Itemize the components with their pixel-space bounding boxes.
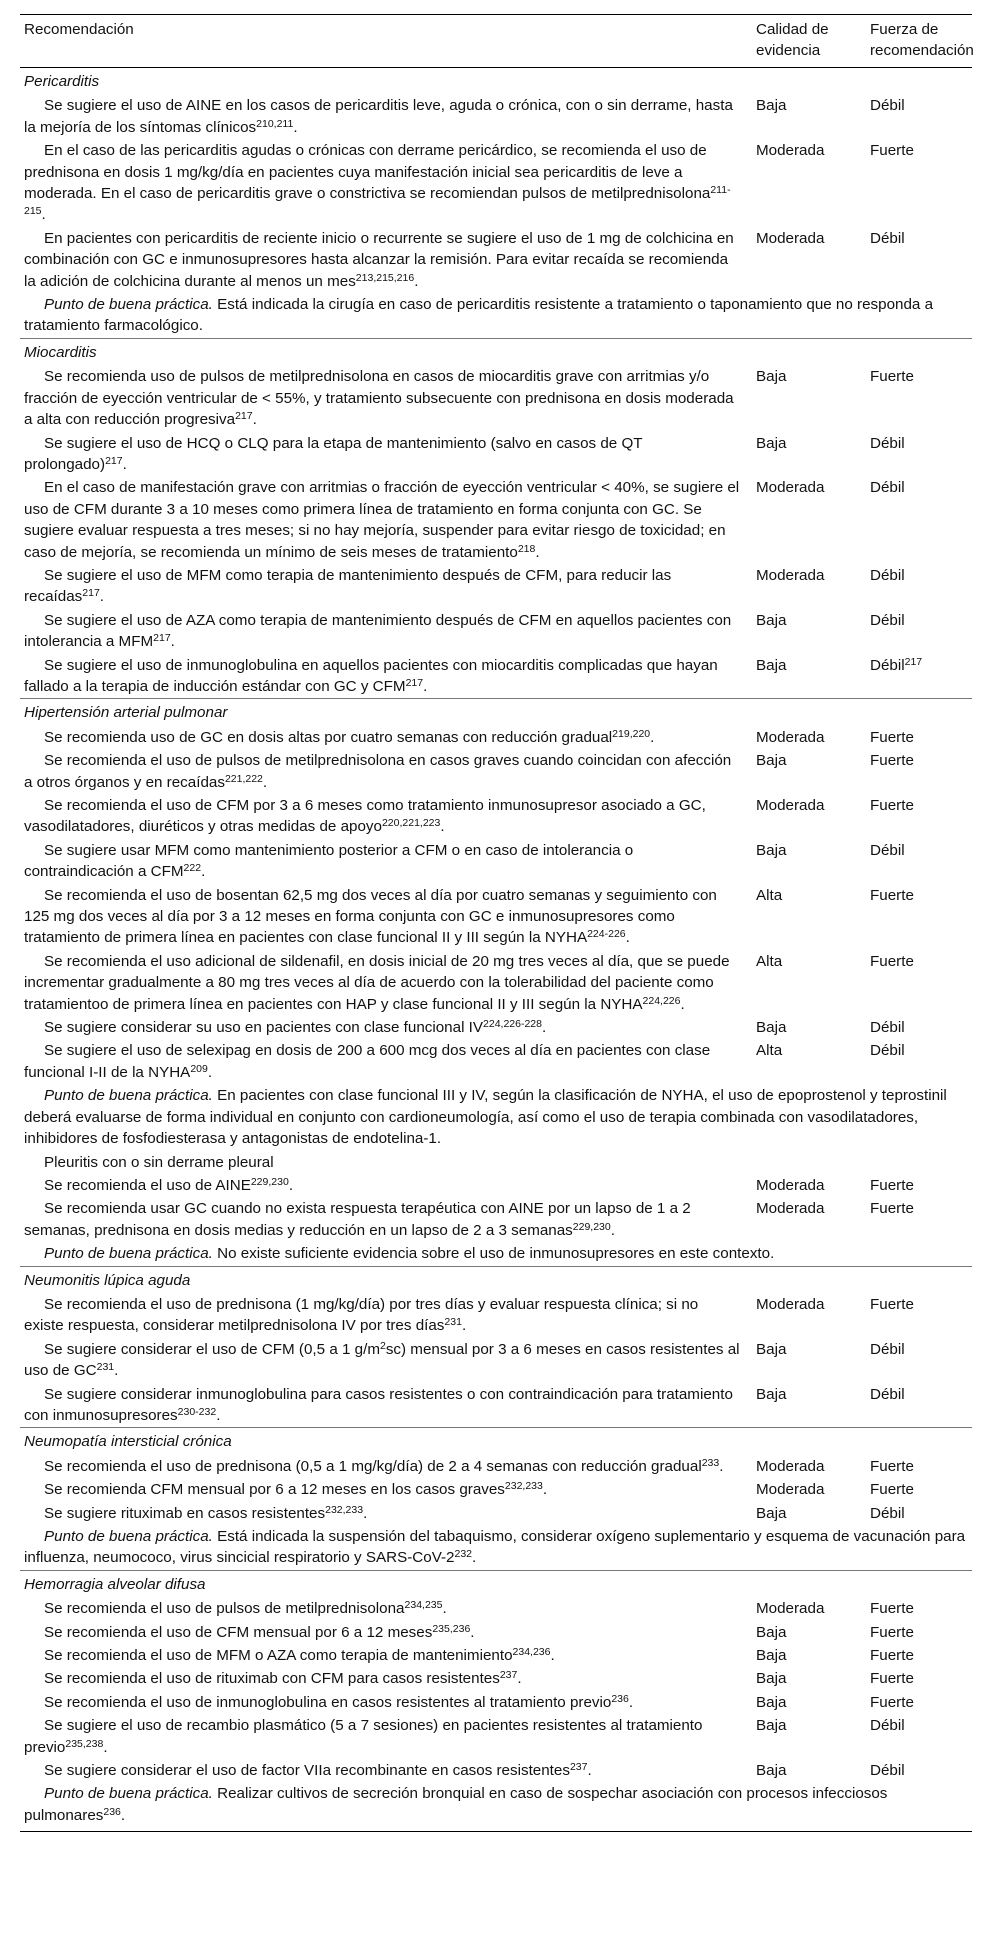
recommendation-strength: Fuerte (870, 1200, 914, 1218)
recommendation-text: Se sugiere usar MFM como mantenimiento posterior a CFM o en caso de intolerancia o contraindicación a CFM$^{222}$. (24, 841, 634, 881)
reference-superscript: 229,230 (572, 1220, 611, 1233)
recommendation-strength: Débil (870, 1019, 905, 1037)
reference-superscript: 217 (405, 676, 424, 689)
good-practice-point (20, 1084, 972, 1150)
recommendation-strength: Débil (870, 97, 905, 115)
evidence-quality: Moderada (756, 1481, 825, 1499)
recommendation-strength: Débil (870, 841, 905, 859)
table-row (20, 1691, 972, 1714)
good-practice-label: Punto de buena práctica. (44, 296, 213, 314)
reference-superscript: 217 (153, 632, 171, 645)
section-row (20, 338, 972, 365)
recommendation-text: En el caso de las pericarditis agudas o crónicas con derrame pericárdico, se recomienda el uso de prednisona en dosis 1 mg/kg/día en pacientes cuya manifestación inicial sea pericarditis de leve a moderada. En el caso de pericarditis grave o constrictiva se recomiendan pulsos de metilprednisolona$^{211-215}$. (24, 142, 731, 224)
table-row (20, 749, 972, 794)
recommendation-strength: Fuerte (870, 1623, 914, 1641)
reference-superscript: 234,236 (512, 1646, 551, 1659)
good-practice-point (20, 293, 972, 338)
table-row (20, 1782, 972, 1831)
good-practice-label: Punto de buena práctica. (44, 1245, 213, 1263)
recommendations-table (20, 14, 972, 1832)
good-practice-label: Punto de buena práctica. (44, 1087, 213, 1105)
evidence-quality: Moderada (756, 728, 825, 746)
evidence-quality: Baja (756, 1647, 787, 1665)
recommendation-strength: Fuerte (870, 1600, 914, 1618)
table-row (20, 1621, 972, 1644)
evidence-quality: Moderada (756, 1176, 825, 1194)
reference-superscript: 224,226-228 (483, 1018, 542, 1031)
table-row (20, 1759, 972, 1782)
recommendation-strength: Fuerte (870, 142, 914, 160)
recommendation-strength: Débil (870, 1385, 905, 1403)
evidence-quality: Baja (756, 1670, 787, 1688)
table-row (20, 1338, 972, 1383)
table-row (20, 432, 972, 477)
table-row (20, 1016, 972, 1039)
evidence-quality: Baja (756, 434, 787, 452)
table-row (20, 1525, 972, 1570)
reference-superscript: 217 (82, 587, 100, 600)
recommendation-text: Se recomienda el uso de rituximab con CFM para casos resistentes$^{237}$. (44, 1669, 522, 1688)
table-row (20, 1084, 972, 1150)
table-row (20, 1383, 972, 1428)
recommendation-text: Se recomienda uso de pulsos de metilprednisolona en casos de miocarditis grave con arritmias y/o fracción de eyección ventricular de < 55%, y tratamiento subsecuente con prednisona en dosis moderada a alta con reducción progresiva$^{217}$. (24, 368, 734, 429)
recommendation-text: Se recomienda el uso de AINE$^{229,230}$. (44, 1175, 294, 1194)
recommendation-strength: Fuerte (870, 1693, 914, 1711)
evidence-quality: Baja (756, 1019, 787, 1037)
table-row (20, 1293, 972, 1338)
table-row (20, 654, 972, 699)
recommendation-strength: Fuerte (870, 1176, 914, 1194)
recommendation-strength: Débil (870, 611, 905, 629)
evidence-quality: Baja (756, 1623, 787, 1641)
evidence-quality: Baja (756, 841, 787, 859)
recommendation-text: Se sugiere el uso de inmunoglobulina en aquellos pacientes con miocarditis complicadas que hayan fallado a la terapia de inducción estándar con GC y CFM$^{217}$. (24, 656, 718, 695)
header-recomendacion: Recomendación (20, 15, 744, 68)
section-row (20, 1428, 972, 1455)
evidence-quality: Baja (756, 1504, 787, 1522)
good-practice-text: En pacientes con clase funcional III y IV, según la clasificación de NYHA, el uso de epoprostenol y teprostinil deberá evaluarse de forma individual en conjunto con cardioneumología, así como el uso de terapia combinada con vasodilatadores, inhibidores de fosfodiesterasa y antagonistas de endotelina-1. (24, 1087, 947, 1148)
recommendation-strength: Débil (870, 566, 905, 584)
table-row (20, 1151, 972, 1174)
table-row (20, 564, 972, 609)
section-title: Neumopatía intersticial crónica (20, 1428, 972, 1455)
reference-superscript: 231 (444, 1316, 462, 1329)
reference-superscript: 224-226 (587, 928, 626, 941)
table-row (20, 365, 972, 431)
recommendation-text: Se sugiere rituximab en casos resistentes$^{232,233}$. (44, 1503, 368, 1522)
recommendation-strength: Fuerte (870, 752, 914, 770)
reference-superscript: 231 (96, 1361, 115, 1374)
evidence-quality: Moderada (756, 1295, 825, 1313)
reference-superscript: 211-215 (24, 184, 731, 218)
recommendation-strength: Fuerte (870, 1295, 914, 1313)
table-row (20, 476, 972, 564)
table-row (20, 227, 972, 293)
section-title: Hemorragia alveolar difusa (20, 1570, 972, 1597)
subsection-label: Pleuritis con o sin derrame pleural (44, 1153, 274, 1171)
evidence-quality: Moderada (756, 566, 825, 584)
table-row (20, 1197, 972, 1242)
table-row (20, 726, 972, 749)
recommendation-text: Se sugiere el uso de MFM como terapia de mantenimiento después de CFM, para reducir las recaídas$^{217}$. (24, 566, 672, 606)
good-practice-point (20, 1242, 972, 1266)
reference-superscript: 229,230 (250, 1175, 289, 1188)
reference-superscript: 210,211 (256, 117, 294, 130)
reference-superscript: 221,222 (224, 772, 263, 785)
table-row (20, 950, 972, 1016)
table-row (20, 1667, 972, 1690)
evidence-quality: Baja (756, 1340, 787, 1358)
table-row (20, 1597, 972, 1620)
recommendation-text: Se recomienda el uso de prednisona (1 mg/kg/día) por tres días y evaluar respuesta clínica; si no existe respuesta, considerar metilprednisolona IV por tres días$^{231}$. (24, 1295, 699, 1335)
good-practice-label: Punto de buena práctica. (44, 1528, 213, 1545)
recommendation-strength: Fuerte (870, 368, 914, 386)
recommendation-text: Se sugiere considerar el uso de factor VIIa recombinante en casos resistentes$^{237}$. (44, 1761, 592, 1780)
recommendation-strength: Débil (870, 1042, 905, 1060)
section-row (20, 699, 972, 726)
table-row (20, 1242, 972, 1266)
table-row (20, 884, 972, 950)
reference-superscript: 213,215,216 (355, 271, 415, 284)
evidence-quality: Moderada (756, 1200, 825, 1218)
recommendation-strength: Débil (870, 479, 905, 497)
recommendation-text: Se recomienda uso de GC en dosis altas por cuatro semanas con reducción gradual$^{219,220}$. (44, 727, 655, 746)
table-row (20, 1714, 972, 1759)
table-row (20, 139, 972, 227)
recommendation-text: Se recomienda el uso de bosentan 62,5 mg dos veces al día por cuatro semanas y seguimiento con 125 mg dos veces al día por 3 a 12 meses en forma conjunta con GC e inmunosupresores como tratamiento de primera línea en pacientes con clase funcional II y III según la NYHA$^{224-226}$. (24, 886, 717, 947)
recommendation-text: Se recomienda el uso de inmunoglobulina en casos resistentes al tratamiento previo$^{236}$. (44, 1692, 634, 1711)
recommendation-text: Se recomienda el uso adicional de sildenafil, en dosis inicial de 20 mg tres veces al día, que se puede incrementar gradualmente a 80 mg tres veces al día de acuerdo con la tolerabilidad del paciente como tratamientoo de primera línea en pacientes con HAP y clase funcional II y III según la NYHA$^{224,226}$. (24, 952, 730, 1013)
recommendation-text: Se sugiere el uso de recambio plasmático (5 a 7 sesiones) en pacientes resistentes al tratamiento previo$^{235,238}$. (24, 1717, 703, 1756)
reference-superscript: 232,233 (504, 1480, 543, 1493)
table-row (20, 1455, 972, 1478)
good-practice-text: Está indicada la suspensión del tabaquismo, considerar oxígeno suplementario y esquema de vacunación para influenza, neumococo, virus sincicial respiratorio y SARS-CoV-2 (24, 1528, 966, 1567)
header-calidad: Calidad de evidencia (744, 15, 858, 68)
section-row (20, 1570, 972, 1597)
recommendation-strength: Débil (870, 1340, 905, 1358)
reference-superscript: 237 (499, 1669, 518, 1682)
recommendation-strength: Fuerte (870, 886, 914, 904)
recommendation-text: Se recomienda el uso de pulsos de metilprednisolona en casos graves cuando coincidan con afección a otros órganos y en recaídas$^{221,222}$. (24, 752, 732, 791)
recommendation-text: Se recomienda el uso de CFM mensual por 6 a 12 meses$^{235,236}$. (44, 1622, 475, 1641)
reference-superscript: 217 (904, 655, 923, 668)
recommendation-strength: Fuerte (870, 797, 914, 814)
recommendation-text: Se sugiere el uso de selexipag en dosis de 200 a 600 mcg dos veces al día en pacientes con clase funcional I-II de la NYHA$^{209}$. (24, 1042, 711, 1081)
good-practice-point: Punto de buena práctica. Está indicada la suspensión del tabaquismo, considerar oxígeno suplementario y esquema de vacunación para influenza, neumococo, virus sincicial respiratorio y SARS-$CoV-2^{232}$. (24, 1528, 966, 1567)
table-row (20, 94, 972, 139)
table-row (20, 839, 972, 884)
table-row (20, 1502, 972, 1525)
table-body (20, 68, 972, 1832)
good-practice-label: Punto de buena práctica. (44, 1785, 213, 1803)
reference-superscript: 2 (379, 1339, 386, 1352)
table-row (20, 609, 972, 654)
table-row (20, 1039, 972, 1084)
reference-superscript: 232,233 (325, 1503, 364, 1516)
evidence-quality: Baja (756, 656, 787, 674)
recommendation-text: En pacientes con pericarditis de reciente inicio o recurrente se sugiere el uso de 1 mg de colchicina en combinación con GC e inmunosupresores hasta alcanzar la remisión. Para evitar recaída se recomienda la adición de colchicina durante al menos un mes$^{213,215,216}$. (24, 229, 734, 290)
recommendation-text: Se recomienda el uso de CFM por 3 a 6 meses como tratamiento inmunosupresor asociado a GC, vasodilatadores, diuréticos y otras medidas de apoyo$^{220,221,223}$. (24, 797, 706, 836)
reference-superscript: 224,226 (642, 994, 681, 1007)
reference-superscript: 209 (190, 1062, 208, 1075)
reference-superscript: 237 (569, 1761, 588, 1774)
table-header-row (20, 15, 972, 68)
good-practice-text: Realizar cultivos de secreción bronquial en caso de sospechar asociación con procesos infecciosos pulmonares (24, 1785, 888, 1824)
evidence-quality: Baja (756, 97, 787, 115)
recommendation-strength: Fuerte (870, 1457, 914, 1475)
recommendation-strength: Débil$^{217}$ (870, 655, 923, 674)
evidence-quality: Baja (756, 1385, 787, 1403)
reference-superscript: 234,235 (404, 1599, 443, 1612)
evidence-quality: Moderada (756, 1457, 825, 1475)
recommendation-text: Se recomienda el uso de MFM o AZA como terapia de mantenimiento$^{234,236}$. (44, 1646, 555, 1665)
section-title: Pericarditis (24, 73, 100, 90)
evidence-quality: Moderada (756, 1600, 825, 1618)
evidence-quality: Baja (756, 1717, 787, 1735)
table-row (20, 1174, 972, 1197)
evidence-quality: Moderada (756, 479, 825, 497)
good-practice-point: Punto de buena práctica. Realizar cultivos de secreción bronquial en caso de sospechar asociación con procesos infecciosos pulmonares$^{236}$. (20, 1782, 972, 1831)
good-practice-text: No existe suficiente evidencia sobre el uso de inmunosupresores en este contexto. (212, 1245, 775, 1263)
reference-superscript: 222 (183, 862, 202, 875)
evidence-quality: Moderada (756, 797, 825, 814)
evidence-quality: Baja (756, 368, 787, 386)
recommendation-text: Se recomienda el uso de prednisona (0,5 a 1 mg/kg/día) de 2 a 4 semanas con reducción gradual$^{233}$. (44, 1456, 724, 1475)
reference-superscript: 236 (611, 1692, 629, 1705)
table-row (20, 1478, 972, 1501)
reference-superscript: 217 (105, 454, 123, 467)
recommendation-strength: Débil (870, 1504, 905, 1522)
reference-superscript: 217 (235, 410, 253, 423)
recommendation-strength: Fuerte (870, 952, 914, 970)
reference-superscript: 233 (701, 1456, 720, 1469)
reference-superscript: 235,238 (65, 1737, 104, 1750)
recommendation-strength: Débil (870, 1717, 905, 1735)
evidence-quality: Alta (756, 886, 783, 904)
section-title: Miocarditis (20, 338, 972, 365)
reference-superscript: 219,220 (612, 727, 651, 740)
recommendation-strength: Fuerte (870, 728, 914, 746)
table-row (20, 794, 972, 839)
reference-superscript: 218 (517, 542, 536, 555)
reference-superscript: 220,221,223 (381, 817, 441, 830)
recommendation-strength: Débil (870, 1762, 905, 1780)
reference-superscript: 236 (103, 1805, 121, 1818)
section-row (20, 1266, 972, 1293)
recommendation-text: Se sugiere el uso de AINE en los casos de pericarditis leve, aguda o crónica, con o sin derrame, hasta la mejoría de los síntomas clínicos$^{210,211}$. (24, 97, 733, 136)
recommendation-strength: Débil (870, 434, 905, 452)
table-row (20, 293, 972, 338)
evidence-quality: Moderada (756, 142, 825, 160)
section-title: Neumonitis lúpica aguda (20, 1266, 972, 1293)
reference-superscript: 235,236 (432, 1622, 471, 1635)
recommendation-text: Se sugiere considerar inmunoglobulina para casos resistentes o con contraindicación para tratamiento con inmunosupresores$^{230-232}$. (24, 1385, 733, 1424)
recommendation-text: Se recomienda el uso de pulsos de metilprednisolona$^{234,235}$. (44, 1599, 447, 1618)
evidence-quality: Alta (756, 952, 783, 970)
evidence-quality: Baja (756, 1762, 787, 1780)
evidence-quality: Baja (756, 752, 787, 770)
section-row (20, 68, 972, 95)
recommendation-strength: Débil (870, 229, 905, 247)
good-practice-text: Está indicada la cirugía en caso de pericarditis resistente a tratamiento o taponamiento que no responda a tratamiento farmacológico. (24, 296, 934, 335)
reference-superscript: 230-232 (177, 1405, 217, 1418)
recommendation-text: Se sugiere el uso de AZA como terapia de mantenimiento después de CFM en aquellos pacientes con intolerancia a MFM$^{217}$. (24, 611, 732, 651)
recommendation-text: Se sugiere el uso de HCQ o CLQ para la etapa de mantenimiento (salvo en casos de QT prolongado)$^{217}$. (24, 434, 643, 473)
section-title: Hipertensión arterial pulmonar (20, 699, 972, 726)
recommendation-text: Se sugiere considerar el uso de CFM (0,5 a 1 $g/m^2sc$) mensual por 3 a 6 meses en casos resistentes al uso de GC$^{231}$. (24, 1339, 740, 1380)
recommendation-text: Se sugiere considerar su uso en pacientes con clase funcional IV$^{224,226-228}$. (44, 1018, 547, 1037)
recommendation-text: En el caso de manifestación grave con arritmias o fracción de eyección ventricular < 40%, se sugiere el uso de CFM durante 3 a 10 meses como primera línea de tratamiento en forma conjunta con GC. Se sugiere evaluar respuesta a tres meses; si no hay mejoría, suspender para evitar riesgo de toxicidad; en caso de mejoría, se recomienda un mínimo de seis meses de tratamiento$^{218}$. (24, 479, 740, 561)
header-fuerza: Fuerza de recomendación (858, 15, 972, 68)
evidence-quality: Baja (756, 611, 787, 629)
evidence-quality: Alta (756, 1042, 783, 1060)
recommendation-strength: Fuerte (870, 1647, 914, 1665)
recommendation-text: Se recomienda CFM mensual por 6 a 12 meses en los casos graves$^{232,233}$. (44, 1480, 548, 1499)
evidence-quality: Moderada (756, 229, 825, 247)
recommendation-text: Se recomienda usar GC cuando no exista respuesta terapéutica con AINE por un lapso de 1 a 2 semanas, prednisona en dosis medias y reducción en un lapso de 2 a 3 semanas$^{229,230}$. (24, 1200, 691, 1239)
table-row (20, 1644, 972, 1667)
recommendation-strength: Fuerte (870, 1670, 914, 1688)
evidence-quality: Baja (756, 1693, 787, 1711)
recommendation-strength: Fuerte (870, 1481, 914, 1499)
reference-superscript: 232 (454, 1548, 473, 1561)
